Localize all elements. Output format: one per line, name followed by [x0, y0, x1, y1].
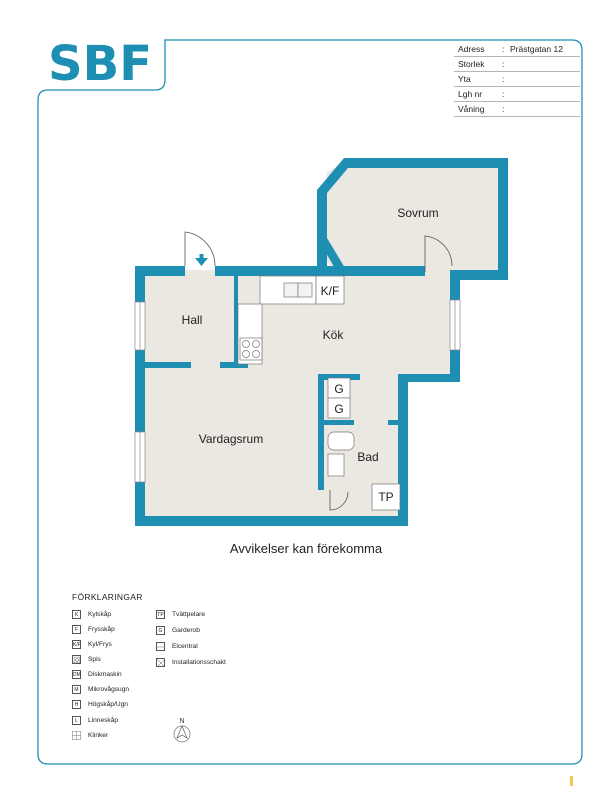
label-g2: G [334, 402, 344, 416]
entrance-arrow-stem [200, 254, 204, 259]
legend-label: Spis [88, 656, 101, 663]
compass-icon [172, 716, 192, 744]
legend-label: Högskåp/Ugn [88, 701, 128, 708]
sink-icon-2 [298, 283, 312, 297]
label-vardagsrum: Vardagsrum [198, 432, 264, 446]
legend-item [72, 685, 129, 694]
left-wall-upper [135, 266, 145, 302]
legend-item [72, 700, 128, 709]
label-bad: Bad [357, 450, 379, 464]
bad-left-wall [318, 374, 324, 490]
legend-label: Kylskåp [88, 611, 112, 618]
basin-icon [328, 454, 344, 476]
info-key: Lgh nr [458, 89, 483, 99]
label-tp: TP [378, 490, 394, 504]
legend-title: FÖRKLARINGAR [72, 592, 143, 602]
legend-label: Frysskåp [88, 626, 115, 633]
info-separator: : [502, 44, 505, 54]
info-separator: : [502, 74, 505, 84]
sovrum-wall-bottom [452, 270, 508, 280]
legend-label: Diskmaskin [88, 671, 122, 678]
legend-label: Linneskåp [88, 717, 119, 724]
corner-mark [570, 776, 573, 786]
sovrum-wall-left [317, 190, 327, 270]
disclaimer-caption: Avvikelser kan förekomma [229, 541, 383, 556]
legend-item [72, 731, 108, 740]
legend-item [72, 716, 118, 725]
shaft-icon [156, 658, 165, 667]
kok-right-wall-upper [450, 270, 460, 300]
legend-symbol: H [72, 700, 81, 709]
hall-kok-divider [234, 276, 238, 364]
info-separator: : [502, 104, 505, 114]
entrance-arrow-icon [195, 258, 208, 266]
legend-symbol: M [72, 685, 81, 694]
label-sovrum: Sovrum [397, 206, 439, 220]
legend-label: Installationsschakt [172, 659, 226, 666]
logo-text: SBF [48, 36, 152, 86]
info-separator: : [502, 89, 505, 99]
legend-symbol: G [156, 626, 165, 635]
bad-inner-wall [324, 420, 354, 425]
legend-item [156, 610, 205, 619]
legend-symbol: F [72, 625, 81, 634]
label-hall: Hall [181, 313, 203, 327]
legend-item [72, 670, 122, 679]
toilet-icon [328, 432, 354, 450]
legend-symbol: DM [73, 672, 81, 678]
legend-label: Klinker [88, 732, 109, 739]
compass-label: N [179, 718, 185, 725]
legend-label: Garderob [172, 627, 200, 634]
top-wall-right [215, 266, 425, 276]
info-key: Storlek [458, 59, 485, 69]
legend-label: Kyl/Frys [88, 641, 112, 648]
legend-item [72, 655, 101, 664]
legend-item [156, 658, 226, 667]
info-separator: : [502, 59, 505, 69]
legend-item [156, 642, 198, 651]
legend-item [72, 625, 115, 634]
legend-item [72, 640, 112, 649]
left-wall-mid [135, 350, 145, 432]
legend-symbol: TP [157, 612, 164, 618]
legend-label: Elcentral [172, 643, 198, 650]
legend-symbol: K/F [73, 642, 81, 648]
hall-bottom-wall-left [145, 362, 191, 368]
sink-icon [284, 283, 298, 297]
info-value: Prästgatan 12 [510, 44, 563, 54]
legend-label: Tvättpelare [172, 611, 205, 618]
legend-item [156, 626, 200, 635]
electric-panel-icon [156, 642, 165, 651]
legend-symbol: L [72, 716, 81, 725]
legend-symbol: K [72, 610, 81, 619]
label-g1: G [334, 382, 344, 396]
info-key: Adress [458, 44, 485, 54]
info-key: Yta [458, 74, 471, 84]
tile-icon [72, 731, 81, 740]
legend-item [72, 610, 111, 619]
bottom-wall [135, 516, 408, 526]
stove-icon [72, 655, 81, 664]
label-kok: Kök [322, 328, 344, 342]
info-key: Våning [458, 104, 485, 114]
legend-label: Mikrovågsugn [88, 686, 130, 693]
bad-inner-wall-right [388, 420, 400, 425]
sovrum-wall-right [498, 158, 508, 280]
label-kf: K/F [320, 284, 340, 298]
